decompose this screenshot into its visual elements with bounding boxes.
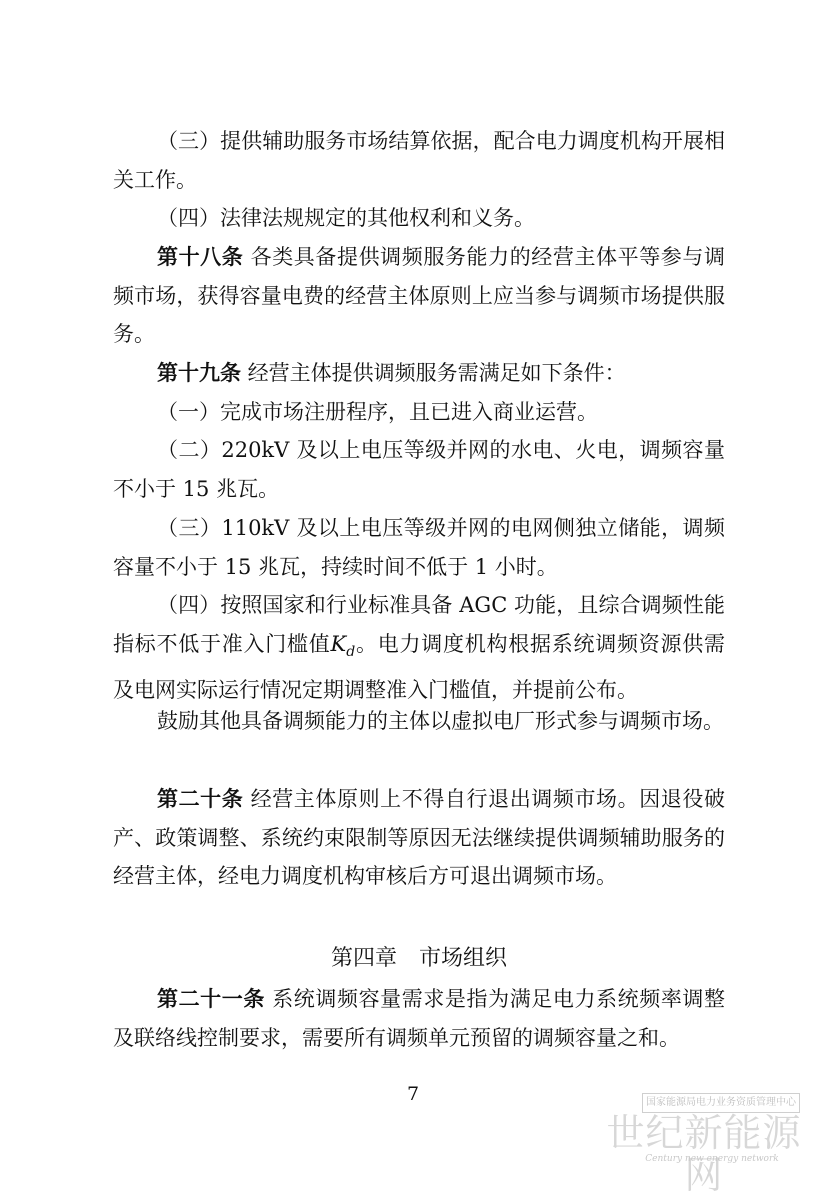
- article-18: [113, 238, 725, 354]
- condition-1: [113, 393, 725, 432]
- condition-text: （四）按照国家和行业标准具备 AGC 功能，且综合调频性能指标不低于准入门槛值: [113, 593, 725, 656]
- article-20: [113, 780, 725, 896]
- article-number: 第十九条: [157, 360, 241, 385]
- condition-text: （三）110kV 及以上电压等级并网的电网侧独立储能，调频容量不小于 15 兆瓦，持续时间不低于 1 小时。: [113, 516, 725, 579]
- paragraph-item-4: [113, 199, 725, 238]
- condition-2: [113, 431, 725, 508]
- article-text: 经营主体原则上不得自行退出调频市场。因退役破产、政策调整、系统约束限制等原因无法继续提供调频辅助服务的经营主体，经电力调度机构审核后方可退出调频市场。: [113, 787, 725, 889]
- paragraph-text: 鼓励其他具备调频能力的主体以虚拟电厂形式参与调频市场。: [157, 709, 724, 733]
- condition-text: （一）完成市场注册程序，且已进入商业运营。: [157, 400, 598, 424]
- variable-main: K: [330, 631, 347, 656]
- condition-3: [113, 509, 725, 586]
- watermark-caption: 国家能源局电力业务资质管理中心: [642, 1093, 800, 1113]
- condition-text-continued: 。电力调度机构根据系统调频资源供需及电网实际运行情况定期调整准入门槛值，并提前公布。: [113, 631, 726, 703]
- watermark-logo-text: 世纪新能源网: [606, 1111, 802, 1197]
- threshold-variable: [330, 631, 356, 660]
- page-number: 7: [406, 1083, 420, 1105]
- condition-4: [113, 586, 725, 710]
- article-text: 各类具备提供调频服务能力的经营主体平等参与调频市场，获得容量电费的经营主体原则上应当参与调频市场提供服务。: [113, 245, 725, 347]
- article-number: 第二十条: [157, 786, 244, 811]
- paragraph-item-3: [113, 122, 725, 199]
- article-21: [113, 980, 725, 1057]
- article-number: 第十八条: [157, 244, 244, 269]
- paragraph-text: （四）法律法规规定的其他权利和义务。: [157, 206, 535, 230]
- article-text: 经营主体提供调频服务需满足如下条件：: [241, 361, 626, 385]
- condition-text: （二）220kV 及以上电压等级并网的水电、火电，调频容量不小于 15 兆瓦。: [113, 438, 725, 501]
- watermark-subtitle: Century new energy network: [645, 1154, 779, 1164]
- variable-subscript: d: [346, 643, 356, 660]
- paragraph-text: （三）提供辅助服务市场结算依据，配合电力调度机构开展相关工作。: [113, 129, 725, 192]
- chapter-heading: 第四章 市场组织: [330, 946, 507, 971]
- article-19: [113, 354, 725, 393]
- article-text: 系统调频容量需求是指为满足电力系统频率调整及联络线控制要求，需要所有调频单元预留的调频容量之和。: [113, 987, 725, 1050]
- article-number: 第二十一条: [157, 986, 265, 1011]
- encourage-paragraph: [113, 702, 725, 741]
